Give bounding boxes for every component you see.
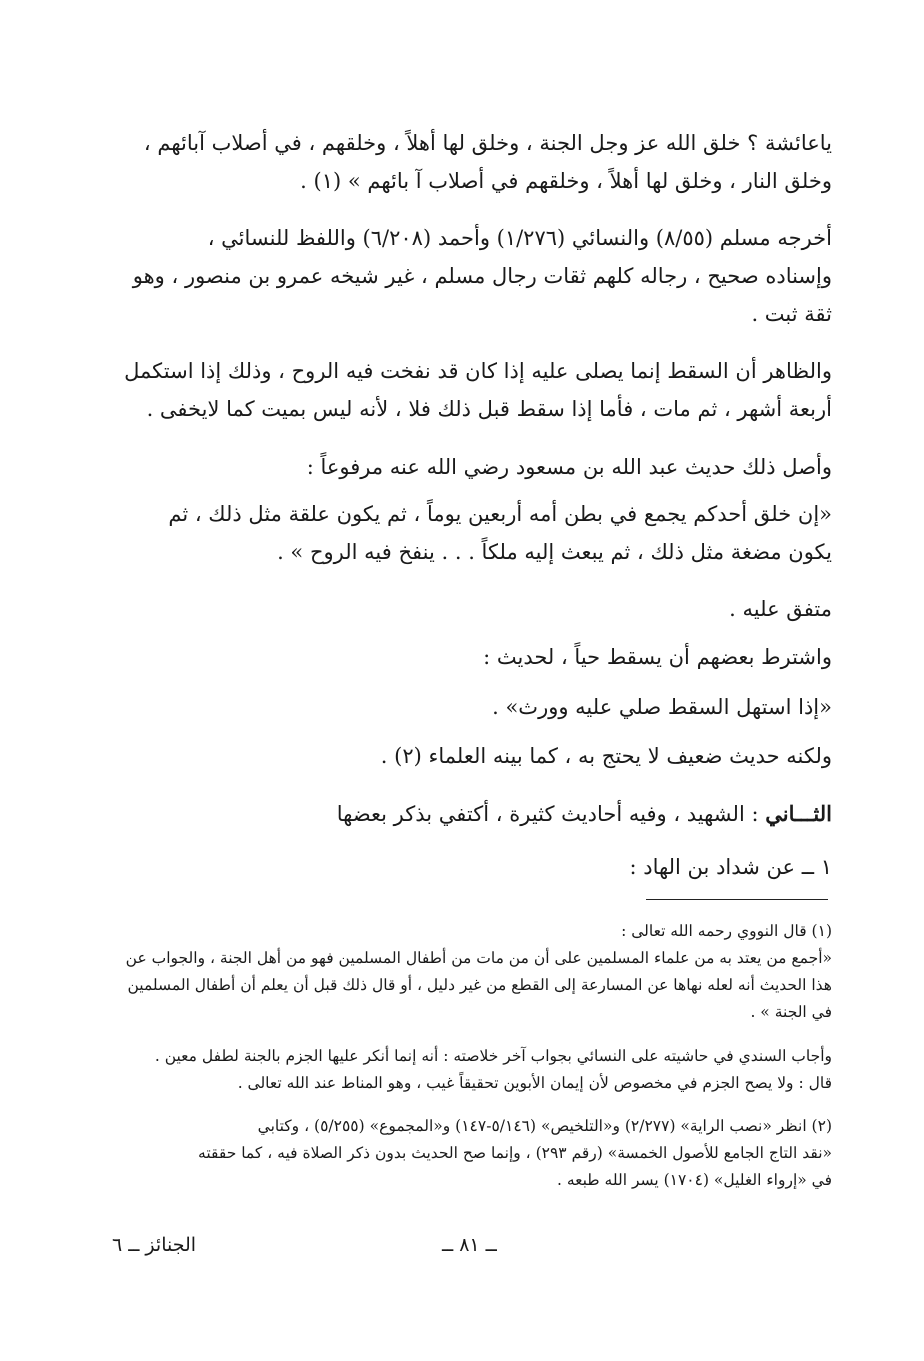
- paragraph-condition: [110, 638, 832, 676]
- text-line: وخلق النار ، وخلق لها أهلاً ، وخلقهم في أصلاب آ بائهم » (١) .: [300, 169, 832, 193]
- text-line: [110, 795, 832, 833]
- footnote-line: قال : ولا يصح الجزم في مخصوص لأن إيمان الأبوين تحقيقاً غيب ، وهو المناط عند الله تعالى .: [237, 1074, 832, 1092]
- footnote-line: وأجاب السندي في حاشيته على النسائي بجواب آخر خلاصته : أنه إنما أنكر عليها الجزم بالجنة لطفل معين .: [154, 1047, 832, 1065]
- paragraph-martyr: [110, 795, 832, 833]
- footnote-line: في الجنة » .: [750, 1003, 832, 1021]
- paragraph-hadith-istahal: [110, 688, 832, 726]
- section-heading: الثـــاني: [765, 801, 832, 826]
- paragraph-weak-hadith: [110, 737, 832, 775]
- text-line: والظاهر أن السقط إنما يصلى عليه إذا كان قد نفخت فيه الروح ، وذلك إذا استكمل: [124, 359, 832, 383]
- text-line: أخرجه مسلم (٨/٥٥) والنسائي (١/٢٧٦) وأحمد (٦/٢٠٨) واللفظ للنسائي ،: [207, 226, 832, 250]
- paragraph-takhrij: [110, 219, 832, 333]
- page-number: ــ ٨١ ــ: [442, 1234, 497, 1256]
- text-line: متفق عليه .: [729, 597, 832, 621]
- text-line: ثقة ثبت .: [751, 302, 832, 326]
- footnote-separator: [646, 899, 828, 900]
- footnote-line: (١) قال النووي رحمه الله تعالى :: [621, 922, 832, 940]
- paragraph-shaddad: [110, 848, 832, 886]
- text-line: وأصل ذلك حديث عبد الله بن مسعود رضي الله عنه مرفوعاً :: [306, 455, 832, 479]
- text-line: «إن خلق أحدكم يجمع في بطن أمه أربعين يوماً ، ثم يكون علقة مثل ذلك ، ثم: [168, 502, 832, 526]
- text-line: وإسناده صحيح ، رجاله كلهم ثقات رجال مسلم ، غير شيخه عمرو بن منصور ، وهو: [132, 264, 832, 288]
- signature-mark: الجنائز ــ ٦: [112, 1234, 197, 1256]
- text-line: ولكنه حديث ضعيف لا يحتج به ، كما بينه العلماء (٢) .: [380, 744, 832, 768]
- text-line: ياعائشة ؟ خلق الله عز وجل الجنة ، وخلق لها أهلاً ، وخلقهم ، في أصلاب آبائهم ،: [143, 131, 832, 155]
- paragraph-miscarriage-ruling: [110, 352, 832, 428]
- footnote-line: «نقد التاج الجامع للأصول الخمسة» (رقم ٢٩٣) ، وإنما صح الحديث بدون ذكر الصلاة فيه ، كما حققته: [198, 1144, 832, 1162]
- text-line: أربعة أشهر ، ثم مات ، فأما إذا سقط قبل ذلك فلا ، لأنه ليس بميت كما لايخفى .: [146, 397, 832, 421]
- footnote-line: «أجمع من يعتد به من علماء المسلمين على أن من مات من أطفال المسلمين فهو من أهل الجنة ، والجواب عن: [125, 949, 832, 967]
- footnote-line: هذا الحديث أنه لعله نهاها عن المسارعة إلى القطع من غير دليل ، أو قال ذلك قبل أن يعلم أن أطفال المسلمين: [127, 976, 832, 994]
- footnote-line: (٢) انظر «نصب الراية» (٢/٢٧٧) و«التلخيص» (٥/١٤٦-١٤٧) و«المجموع» (٥/٢٥٥) ، وكتابي: [257, 1117, 832, 1135]
- text-line: ١ ــ عن شداد بن الهاد :: [629, 855, 832, 879]
- text-line: «إذا استهل السقط صلي عليه وورث» .: [492, 695, 832, 719]
- section-heading-text: : الشهيد ، وفيه أحاديث كثيرة ، أكتفي بذكر بعضها: [336, 802, 766, 826]
- paragraph-hadith-ibn-masud: [110, 495, 832, 571]
- footnote-1: [110, 918, 832, 1026]
- footnote-2: [110, 1113, 832, 1194]
- paragraph-origin: [110, 448, 832, 486]
- text-line: يكون مضغة مثل ذلك ، ثم يبعث إليه ملكاً . . . ينفخ فيه الروح » .: [277, 540, 832, 564]
- text-line: واشترط بعضهم أن يسقط حياً ، لحديث :: [483, 645, 832, 669]
- paragraph-hadith-aisha: [110, 124, 832, 200]
- footnote-1-sindi: [110, 1043, 832, 1097]
- paragraph-agreed-upon: [110, 590, 832, 628]
- footnote-line: في «إرواء الغليل» (١٧٠٤) يسر الله طبعه .: [556, 1171, 832, 1189]
